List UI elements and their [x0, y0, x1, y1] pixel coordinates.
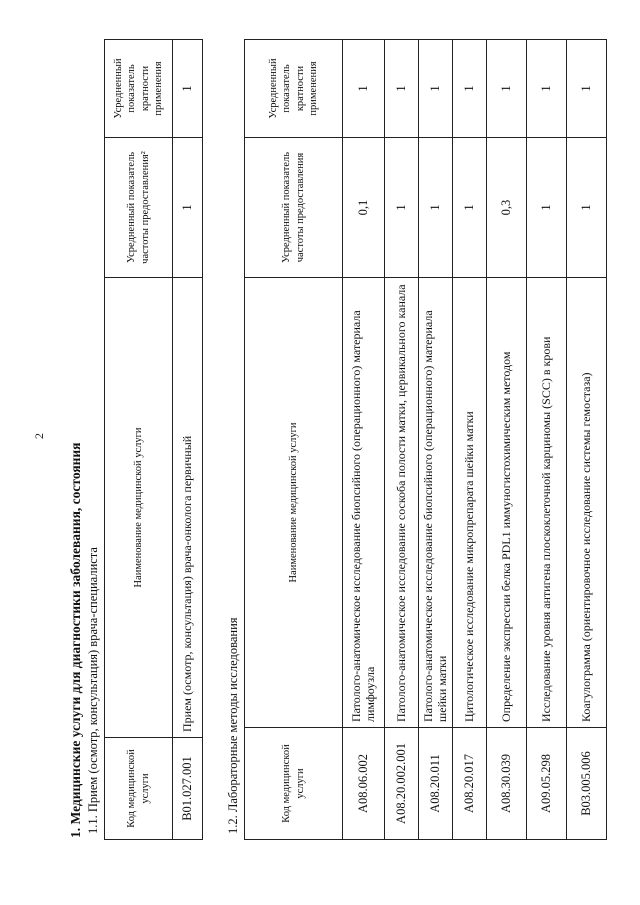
table-header-row [245, 40, 343, 840]
header-multiplicity: Усредненный показатель кратности применения [105, 40, 173, 138]
frequency-value: 1 [419, 138, 453, 278]
header-frequency: Усредненный показатель частоты предоставления [245, 138, 343, 278]
service-name: Патолого-анатомическое исследование биопсийного (операционного) материала шейки матки [419, 278, 453, 728]
lab-methods-table [244, 39, 607, 840]
service-code: A08.20.011 [419, 728, 453, 840]
header-code: Код медицинской услуги [245, 728, 343, 840]
multiplicity-value: 1 [173, 40, 203, 138]
page-number: 2 [32, 433, 46, 439]
table-row [487, 40, 527, 840]
table-header-row [105, 40, 173, 840]
multiplicity-value: 1 [419, 40, 453, 138]
service-code: A08.20.017 [453, 728, 487, 840]
service-code: B03.005.006 [567, 728, 607, 840]
service-code: A08.06.002 [343, 728, 385, 840]
header-frequency: Усредненный показатель частоты предоставления² [105, 138, 173, 278]
service-code: A08.30.039 [487, 728, 527, 840]
frequency-value: 0,3 [487, 138, 527, 278]
consultation-table [104, 39, 203, 840]
subsection-1-title: 1.1. Прием (осмотр, консультация) врача-специалиста [86, 547, 100, 834]
service-name: Прием (осмотр, консультация) врача-онколога первичный [173, 278, 203, 738]
service-name: Определение экспрессии белка PDL1 иммуногистохимическим методом [487, 278, 527, 728]
service-code: B01.027.001 [173, 738, 203, 840]
frequency-value: 1 [173, 138, 203, 278]
multiplicity-value: 1 [385, 40, 419, 138]
service-name: Коагулограмма (ориентировочное исследование системы гемостаза) [567, 278, 607, 728]
multiplicity-value: 1 [343, 40, 385, 138]
multiplicity-value: 1 [487, 40, 527, 138]
table-row [343, 40, 385, 840]
service-name: Исследование уровня антигена плоскоклеточной карциномы (SCC) в крови [527, 278, 567, 728]
table-row [419, 40, 453, 840]
header-name: Наименование медицинской услуги [105, 278, 173, 738]
service-name: Цитологическое исследование микропрепарата шейки матки [453, 278, 487, 728]
frequency-value: 1 [453, 138, 487, 278]
table-row [453, 40, 487, 840]
header-multiplicity: Усредненный показатель кратности применения [245, 40, 343, 138]
multiplicity-value: 1 [567, 40, 607, 138]
service-code: A08.20.002.001 [385, 728, 419, 840]
table-row [527, 40, 567, 840]
header-name: Наименование медицинской услуги [245, 278, 343, 728]
service-code: A09.05.298 [527, 728, 567, 840]
subsection-2-title: 1.2. Лабораторные методы исследования [226, 617, 240, 834]
header-code: Код медицинской услуги [105, 738, 173, 840]
service-name: Патолого-анатомическое исследование биопсийного (операционного) материала лимфоузла [343, 278, 385, 728]
table-row [567, 40, 607, 840]
frequency-value: 1 [385, 138, 419, 278]
multiplicity-value: 1 [527, 40, 567, 138]
table-row [385, 40, 419, 840]
frequency-value: 0,1 [343, 138, 385, 278]
section-title: 1. Медицинские услуги для диагностики заболевания, состояния [68, 442, 83, 838]
multiplicity-value: 1 [453, 40, 487, 138]
frequency-value: 1 [527, 138, 567, 278]
document-body [68, 40, 628, 840]
table-row [173, 40, 203, 840]
frequency-value: 1 [567, 138, 607, 278]
service-name: Патолого-анатомическое исследование соскоба полости матки, цервикального канала [385, 278, 419, 728]
